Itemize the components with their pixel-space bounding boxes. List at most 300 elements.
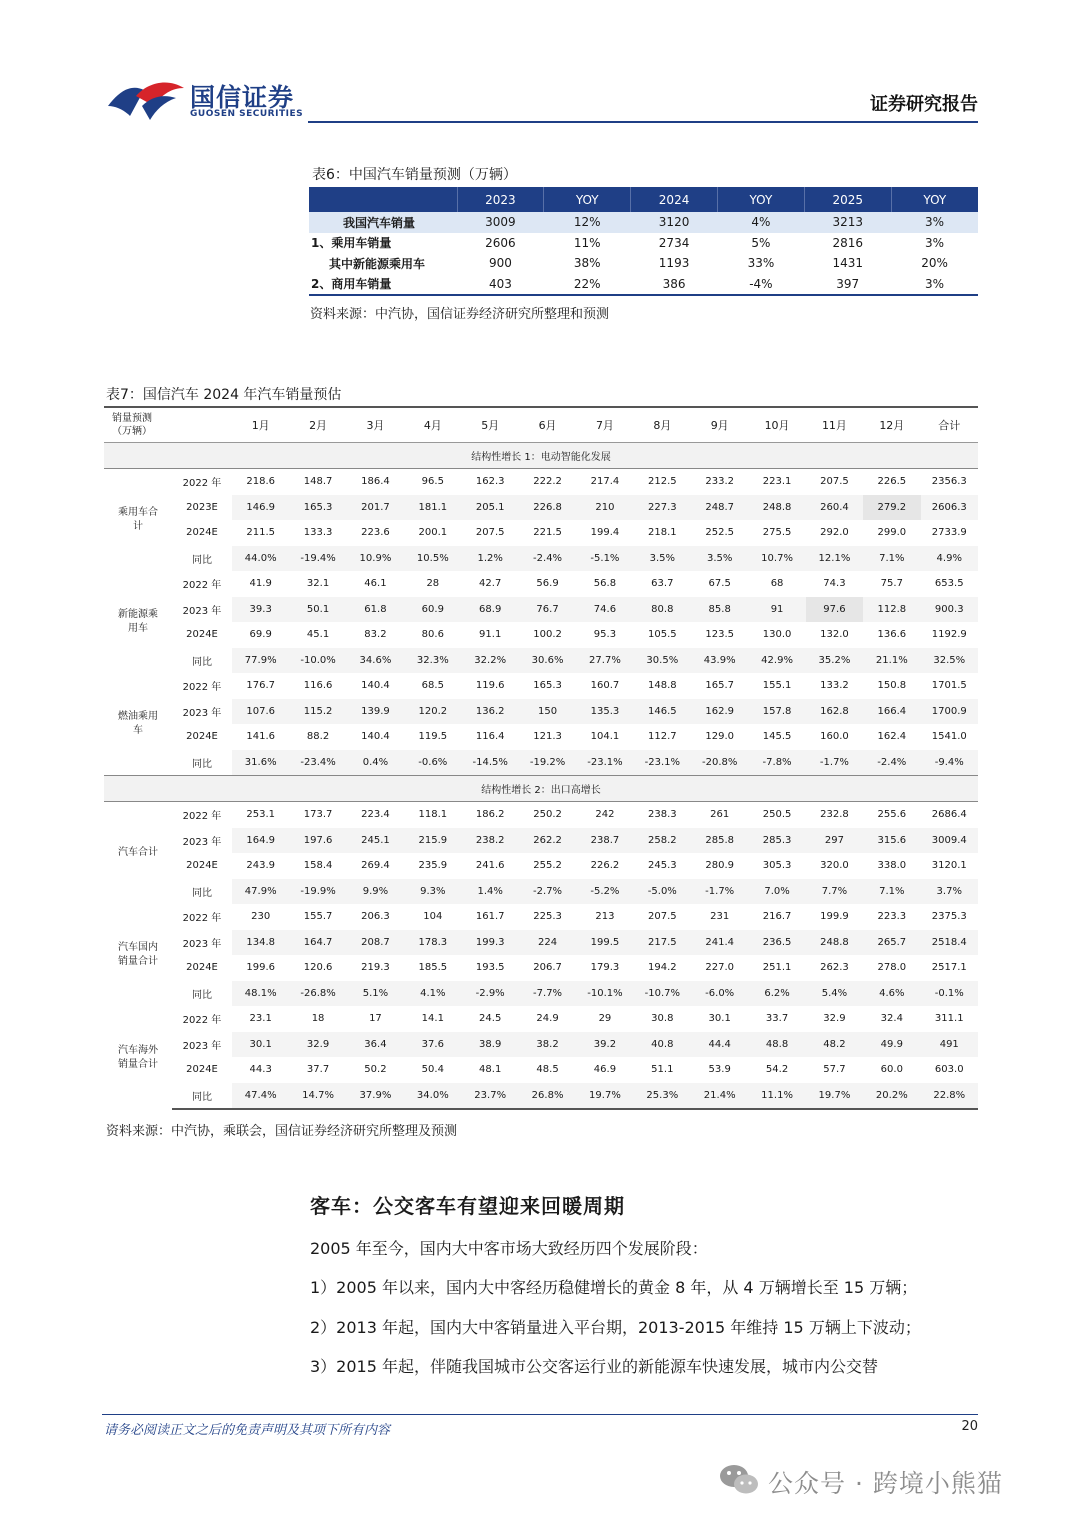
table7-corner-line: 销量预测 [112,413,152,424]
table7-cell: 215.9 [404,828,461,854]
table7-cell: 491 [921,1032,979,1058]
table7-month-header: 11月 [806,407,863,443]
watermark-text: 公众号 · 跨境小熊猫 [768,1469,1003,1498]
table7-cell: 120.2 [404,699,461,725]
table7-cell: 2733.9 [931,527,967,539]
table7-title: 表7：国信汽车 2024 年汽车销量预估 [106,387,342,403]
header-rule [308,121,978,123]
table7-cell: 50.4 [421,1064,444,1076]
table6-cell: 38% [573,256,601,271]
table7-cell: 34.0% [404,1083,461,1110]
table7-row-label: 2024E [186,1064,218,1076]
table7-section-row [104,776,978,802]
table7-cell: 223.3 [877,911,907,923]
table7-cell: -7.8% [748,750,805,776]
table7-month-header: 7月 [576,407,633,443]
table7-cell: 54.2 [765,1064,789,1076]
table7-row-label: 同比 [192,758,212,770]
table7-cell: 160.7 [590,680,620,692]
table6-row-label: 我国汽车销量 [309,212,457,233]
table7-cell: 60.9 [404,597,461,623]
table7-cell: 95.3 [593,629,617,641]
table7-source: 资料来源：中汽协，乘联会，国信证券经济研究所整理及预测 [106,1124,458,1139]
table7-cell: 207.5 [647,911,677,923]
table7-cell: -0.1% [921,981,979,1007]
table7-cell: 41.9 [249,578,272,590]
table7-cell: 245.3 [647,860,677,872]
table6-cell: 386 [631,274,718,296]
table7-cell: 269.4 [361,860,390,872]
table6-cell: 397 [804,274,891,296]
table7-cell: 210 [576,495,633,521]
table7-cell: 213 [595,911,615,923]
table7-cell: -2.9% [462,981,519,1007]
table6-cell: -4% [717,274,804,296]
table7-cell: 21.1% [863,648,920,674]
table7-cell: 199.9 [820,911,849,923]
table6-row [309,253,978,274]
table7-cell: 216.7 [762,911,792,923]
table7-cell: 165.3 [289,495,346,521]
table7-cell: 653.5 [934,578,964,590]
table7-cell: 208.7 [347,930,404,956]
table7-cell: 23.1 [249,1013,272,1025]
table7-cell: -1.7% [806,750,863,776]
table7-row [104,955,978,981]
table7-cell: 48.2 [806,1032,863,1058]
table7-cell: -10.1% [576,981,633,1007]
table7-cell: 1700.9 [921,699,979,725]
table7-cell: 1.2% [462,546,519,572]
table7-cell: 96.5 [421,476,444,488]
table7-cell: 230 [251,911,271,923]
table7-cell: 69.9 [249,629,272,641]
table7-cell: 60.0 [880,1064,903,1076]
table7-cell: 251.1 [762,962,792,974]
table7-cell: 155.1 [762,680,792,692]
table7-cell: 176.7 [246,680,275,692]
table6-row-label: 其中新能源乘用车 [329,256,426,271]
table7-cell: -2.4% [863,750,920,776]
table7-cell: -10.0% [289,648,346,674]
table7-group-line: 乘用车合 [118,507,158,518]
table6-cell: 1431 [832,256,863,271]
table7-cell: 3.5% [691,546,748,572]
table7-cell: 205.1 [462,495,519,521]
table7-cell: 40.8 [634,1032,691,1058]
table7-cell: 5.4% [806,981,863,1007]
table7-cell: 5.1% [347,981,404,1007]
paragraph: 1）2005 年以来，国内大中客经历稳健增长的黄金 8 年，从 4 万辆增长至 15 万辆； [310,1278,918,1297]
table7-cell: 226.5 [877,476,907,488]
table7-cell: 248.7 [691,495,748,521]
table7-cell: 285.8 [691,828,748,854]
table6-cell: 3009 [457,212,544,233]
table6-source: 资料来源：中汽协，国信证券经济研究所整理和预测 [310,307,610,322]
table7-group-line: 用车 [128,623,148,634]
table7-cell: 49.9 [863,1032,920,1058]
table6-row-label: 2、商用车销量 [309,274,457,296]
table7-row [104,1032,978,1058]
table7-cell: 23.7% [462,1083,519,1110]
table7-section-row [104,443,978,469]
table7-cell: 231 [710,911,730,923]
table6-cell: 900 [488,256,512,271]
table7-cell: 32.3% [404,648,461,674]
table7-cell: 17 [369,1013,382,1025]
table7-month-header: 合计 [921,407,979,443]
table7-cell: -19.2% [519,750,576,776]
table7-row [104,1006,978,1032]
table7-cell: 238.2 [462,828,519,854]
table7-cell: 146.9 [232,495,289,521]
table7-row [104,469,978,495]
table7-group-line: 汽车合计 [118,847,158,858]
table7-cell: 22.8% [921,1083,979,1110]
table7-cell: 20.2% [863,1083,920,1110]
table7-row [104,981,978,1007]
table7-row [104,597,978,623]
table7-row [104,673,978,699]
table6-cell: 4% [717,212,804,233]
table7-cell: 2517.1 [931,962,967,974]
table7-cell: 80.6 [421,629,444,641]
table7-cell: 148.8 [647,680,677,692]
table7-cell: 88.2 [306,731,330,743]
table7-cell: 29 [598,1013,612,1025]
table7-cell: 206.3 [361,911,390,923]
table6 [309,187,978,296]
table7-cell: 226.8 [519,495,576,521]
table6-header-cell: YOY [717,187,804,212]
table7-cell: 186.2 [475,809,505,821]
table7-cell: 160.0 [820,731,849,743]
table7-cell: 30.1 [232,1032,289,1058]
table7-row-label: 2024E [186,527,218,539]
table7-cell: 255.6 [877,809,907,821]
table7-cell: 299.0 [877,527,907,539]
table7-cell: 232.8 [820,809,849,821]
paragraph: 2005 年至今，国内大中客市场大致经历四个发展阶段： [310,1239,708,1258]
table7-cell: 2606.3 [921,495,979,521]
table7-row-label: 2024E [186,731,218,743]
table7-cell: 224 [519,930,576,956]
table7-row [104,1057,978,1083]
table6-header-row [309,187,978,212]
table7-cell: 250.2 [533,809,562,821]
table7-cell: 211.5 [246,527,275,539]
table6-cell: 33% [747,256,775,271]
table7-cell: 146.5 [634,699,691,725]
table7-cell: 280.9 [705,860,734,872]
table7-cell: 218.6 [246,476,275,488]
table7-cell: 3.7% [921,879,979,905]
table7-cell: 120.6 [303,962,333,974]
table7-row [104,648,978,674]
table6-header-cell [309,187,457,212]
table7-cell: 10.9% [347,546,404,572]
table7-cell: 91.1 [479,629,502,641]
table7-cell: 4.1% [404,981,461,1007]
table7-cell: 56.9 [536,578,559,590]
table7-cell: 50.1 [289,597,346,623]
table7-cell: 12.1% [806,546,863,572]
table7-cell: 260.4 [806,495,863,521]
table7-row [104,520,978,546]
table7-cell: 238.7 [576,828,633,854]
table7-cell: 38.2 [519,1032,576,1058]
paragraph: 2）2013 年起，国内大中客销量进入平台期，2013-2015 年维持 15 万辆上下波动； [310,1318,921,1337]
table7-cell: 2518.4 [921,930,979,956]
table7-cell: 206.7 [533,962,562,974]
table7-row-label: 2024E [186,962,218,974]
table7-cell: 2686.4 [931,809,967,821]
table7-cell: 212.5 [647,476,677,488]
table7-month-header: 5月 [462,407,519,443]
table7-cell: 28 [426,578,440,590]
table7-cell: 68 [770,578,784,590]
footer-disclaimer: 请务必阅读正文之后的免责声明及其项下所有内容 [104,1423,391,1438]
table6-cell: 403 [457,274,544,296]
table7-cell: 223.1 [762,476,792,488]
table7-cell: -0.6% [404,750,461,776]
table7-cell: 225.3 [533,911,562,923]
table7-corner-line: （万辆） [112,426,152,437]
table7-cell: 207.5 [820,476,849,488]
table7-cell: 135.3 [576,699,633,725]
table7-cell: 199.4 [590,527,620,539]
table7-cell: 30.1 [708,1013,731,1025]
table7-cell: 603.0 [934,1064,964,1076]
table7-cell: 292.0 [820,527,849,539]
table7-cell: 51.1 [651,1064,674,1076]
table7-cell: 193.5 [475,962,505,974]
table7-cell: 223.4 [361,809,390,821]
table7-cell: 32.1 [306,578,330,590]
table7-group-line: 车 [133,725,143,736]
table7-cell: 145.5 [762,731,792,743]
table7-header-row [104,407,978,443]
table7-cell: 32.5% [921,648,979,674]
table7-cell: 104.1 [590,731,620,743]
table6-cell: 5% [751,235,771,250]
table7-month-header: 9月 [691,407,748,443]
table7-cell: 47.9% [232,879,289,905]
table7-row [104,750,978,776]
table7-cell: 207.5 [475,527,505,539]
table7-cell: -19.4% [289,546,346,572]
table7-row-label: 2022 年 [182,682,222,694]
table7-cell: 279.2 [863,495,920,521]
table7 [104,406,978,1110]
table7-cell: 241.6 [475,860,505,872]
table6-row-label: 1、乘用车销量 [311,236,392,251]
table7-cell: 34.6% [347,648,404,674]
table7-row-label: 2022 年 [182,580,222,592]
table7-cell: 900.3 [921,597,979,623]
table7-cell: 242 [595,809,615,821]
table7-group-line: 计 [133,521,143,532]
table7-cell: 2356.3 [931,476,967,488]
table6-header-cell: YOY [891,187,978,212]
table7-month-header: 1月 [232,407,289,443]
table7-cell: 166.4 [863,699,920,725]
table7-cell: 1.4% [462,879,519,905]
table7-cell: 80.8 [634,597,691,623]
guosen-logo [106,76,186,122]
table7-cell: -5.1% [576,546,633,572]
table7-cell: 100.2 [533,629,562,641]
table7-row [104,828,978,854]
table7-cell: 219.3 [361,962,390,974]
table7-cell: -6.0% [691,981,748,1007]
table7-row-label: 2024E [186,629,218,641]
table6-cell: 3% [891,274,978,296]
table6-header-cell: 2025 [804,187,891,212]
table7-cell: 19.7% [576,1083,633,1110]
table7-cell: 197.6 [289,828,346,854]
table7-cell: 30.5% [634,648,691,674]
page-number: 20 [961,1419,978,1434]
wechat-icon [718,1462,760,1498]
table7-cell: -5.0% [634,879,691,905]
table7-row-label: 2023 年 [182,605,222,617]
table7-cell: 248.8 [806,930,863,956]
table7-cell: 201.7 [347,495,404,521]
table7-corner-header [104,407,232,443]
table7-cell: 129.0 [705,731,734,743]
table7-cell: 123.5 [705,629,734,641]
table6-cell: 2816 [832,235,863,250]
table7-row [104,622,978,648]
table7-cell: 0.4% [347,750,404,776]
table7-cell: 4.6% [863,981,920,1007]
table7-cell: 47.4% [232,1083,289,1110]
table7-cell: 36.4 [347,1032,404,1058]
table7-cell: 217.5 [634,930,691,956]
table7-cell: 140.4 [361,731,390,743]
table7-month-header: 2月 [289,407,346,443]
table7-cell: 46.9 [593,1064,617,1076]
table7-cell: 91 [748,597,805,623]
table7-cell: 150.8 [877,680,907,692]
table7-cell: 161.7 [475,911,505,923]
table6-header-cell: 2024 [631,187,718,212]
table7-cell: 164.9 [232,828,289,854]
table7-cell: 200.1 [418,527,448,539]
table7-cell: 85.8 [691,597,748,623]
table6-row [309,233,978,254]
table7-cell: 42.7 [479,578,502,590]
table7-row-label: 2022 年 [182,478,222,490]
table7-cell: 285.3 [748,828,805,854]
table7-row [104,699,978,725]
table7-cell: 32.9 [289,1032,346,1058]
table7-cell: 24.9 [536,1013,559,1025]
table7-cell: 238.3 [647,809,677,821]
table7-cell: 130.0 [762,629,792,641]
table7-month-header: 4月 [404,407,461,443]
table7-cell: 39.3 [232,597,289,623]
table7-cell: -20.8% [691,750,748,776]
table7-cell: 194.2 [647,962,677,974]
table7-cell: 236.5 [748,930,805,956]
table7-cell: 297 [806,828,863,854]
table7-cell: 134.8 [232,930,289,956]
table7-cell: 165.7 [705,680,734,692]
table7-cell: 173.7 [303,809,333,821]
table7-cell: 33.7 [765,1013,789,1025]
table7-cell: 112.7 [647,731,677,743]
table7-cell: 10.5% [404,546,461,572]
table7-cell: 133.2 [820,680,849,692]
table7-cell: 3120.1 [931,860,967,872]
table7-group-label [104,904,172,1006]
table7-cell: 248.8 [748,495,805,521]
document-type: 证券研究报告 [870,94,978,115]
table7-cell: -7.7% [519,981,576,1007]
table7-group-label [104,673,172,776]
table7-row-label: 2022 年 [182,913,222,925]
table7-cell: 150 [519,699,576,725]
table7-cell: 57.7 [823,1064,846,1076]
table6-cell: 3213 [804,212,891,233]
table7-cell: 74.6 [576,597,633,623]
table6-cell: 12% [544,212,631,233]
table7-cell: 119.5 [418,731,448,743]
table7-cell: 155.7 [303,911,333,923]
table7-group-label [104,571,172,673]
table7-cell: 44.4 [691,1032,748,1058]
table7-section-title: 结构性增长 1：电动智能化发展 [104,443,978,469]
table7-cell: 97.6 [806,597,863,623]
table7-cell: 250.5 [762,809,792,821]
table7-cell: -19.9% [289,879,346,905]
table7-cell: 233.2 [705,476,734,488]
table7-cell: -23.4% [289,750,346,776]
table7-cell: 14.7% [289,1083,346,1110]
table7-cell: 265.7 [863,930,920,956]
table7-row-label: 同比 [192,656,212,668]
table6-title: 表6：中国汽车销量预测（万辆） [312,167,517,183]
table7-cell: 179.3 [590,962,620,974]
table7-cell: 136.2 [462,699,519,725]
table7-cell: 222.2 [533,476,562,488]
table7-cell: 83.2 [364,629,387,641]
table7-cell: 338.0 [877,860,907,872]
table7-cell: 61.8 [347,597,404,623]
table7-cell: 7.1% [863,879,920,905]
table7-month-header: 10月 [748,407,805,443]
table7-cell: 68.5 [421,680,444,692]
table7-cell: -5.2% [576,879,633,905]
table7-cell: 227.0 [705,962,734,974]
table7-row [104,904,978,930]
table7-cell: 157.8 [748,699,805,725]
table7-cell: 43.9% [691,648,748,674]
table7-row-label: 2023 年 [182,938,222,950]
table6-cell: 2606 [485,235,516,250]
table6-cell: 3120 [631,212,718,233]
table7-cell: 165.3 [533,680,562,692]
table6-cell: 22% [544,274,631,296]
table7-cell: 77.9% [232,648,289,674]
table7-cell: 253.1 [246,809,275,821]
table7-cell: 27.7% [576,648,633,674]
table7-cell: -1.7% [691,879,748,905]
table7-cell: 104 [423,911,443,923]
table6-row [309,274,978,296]
